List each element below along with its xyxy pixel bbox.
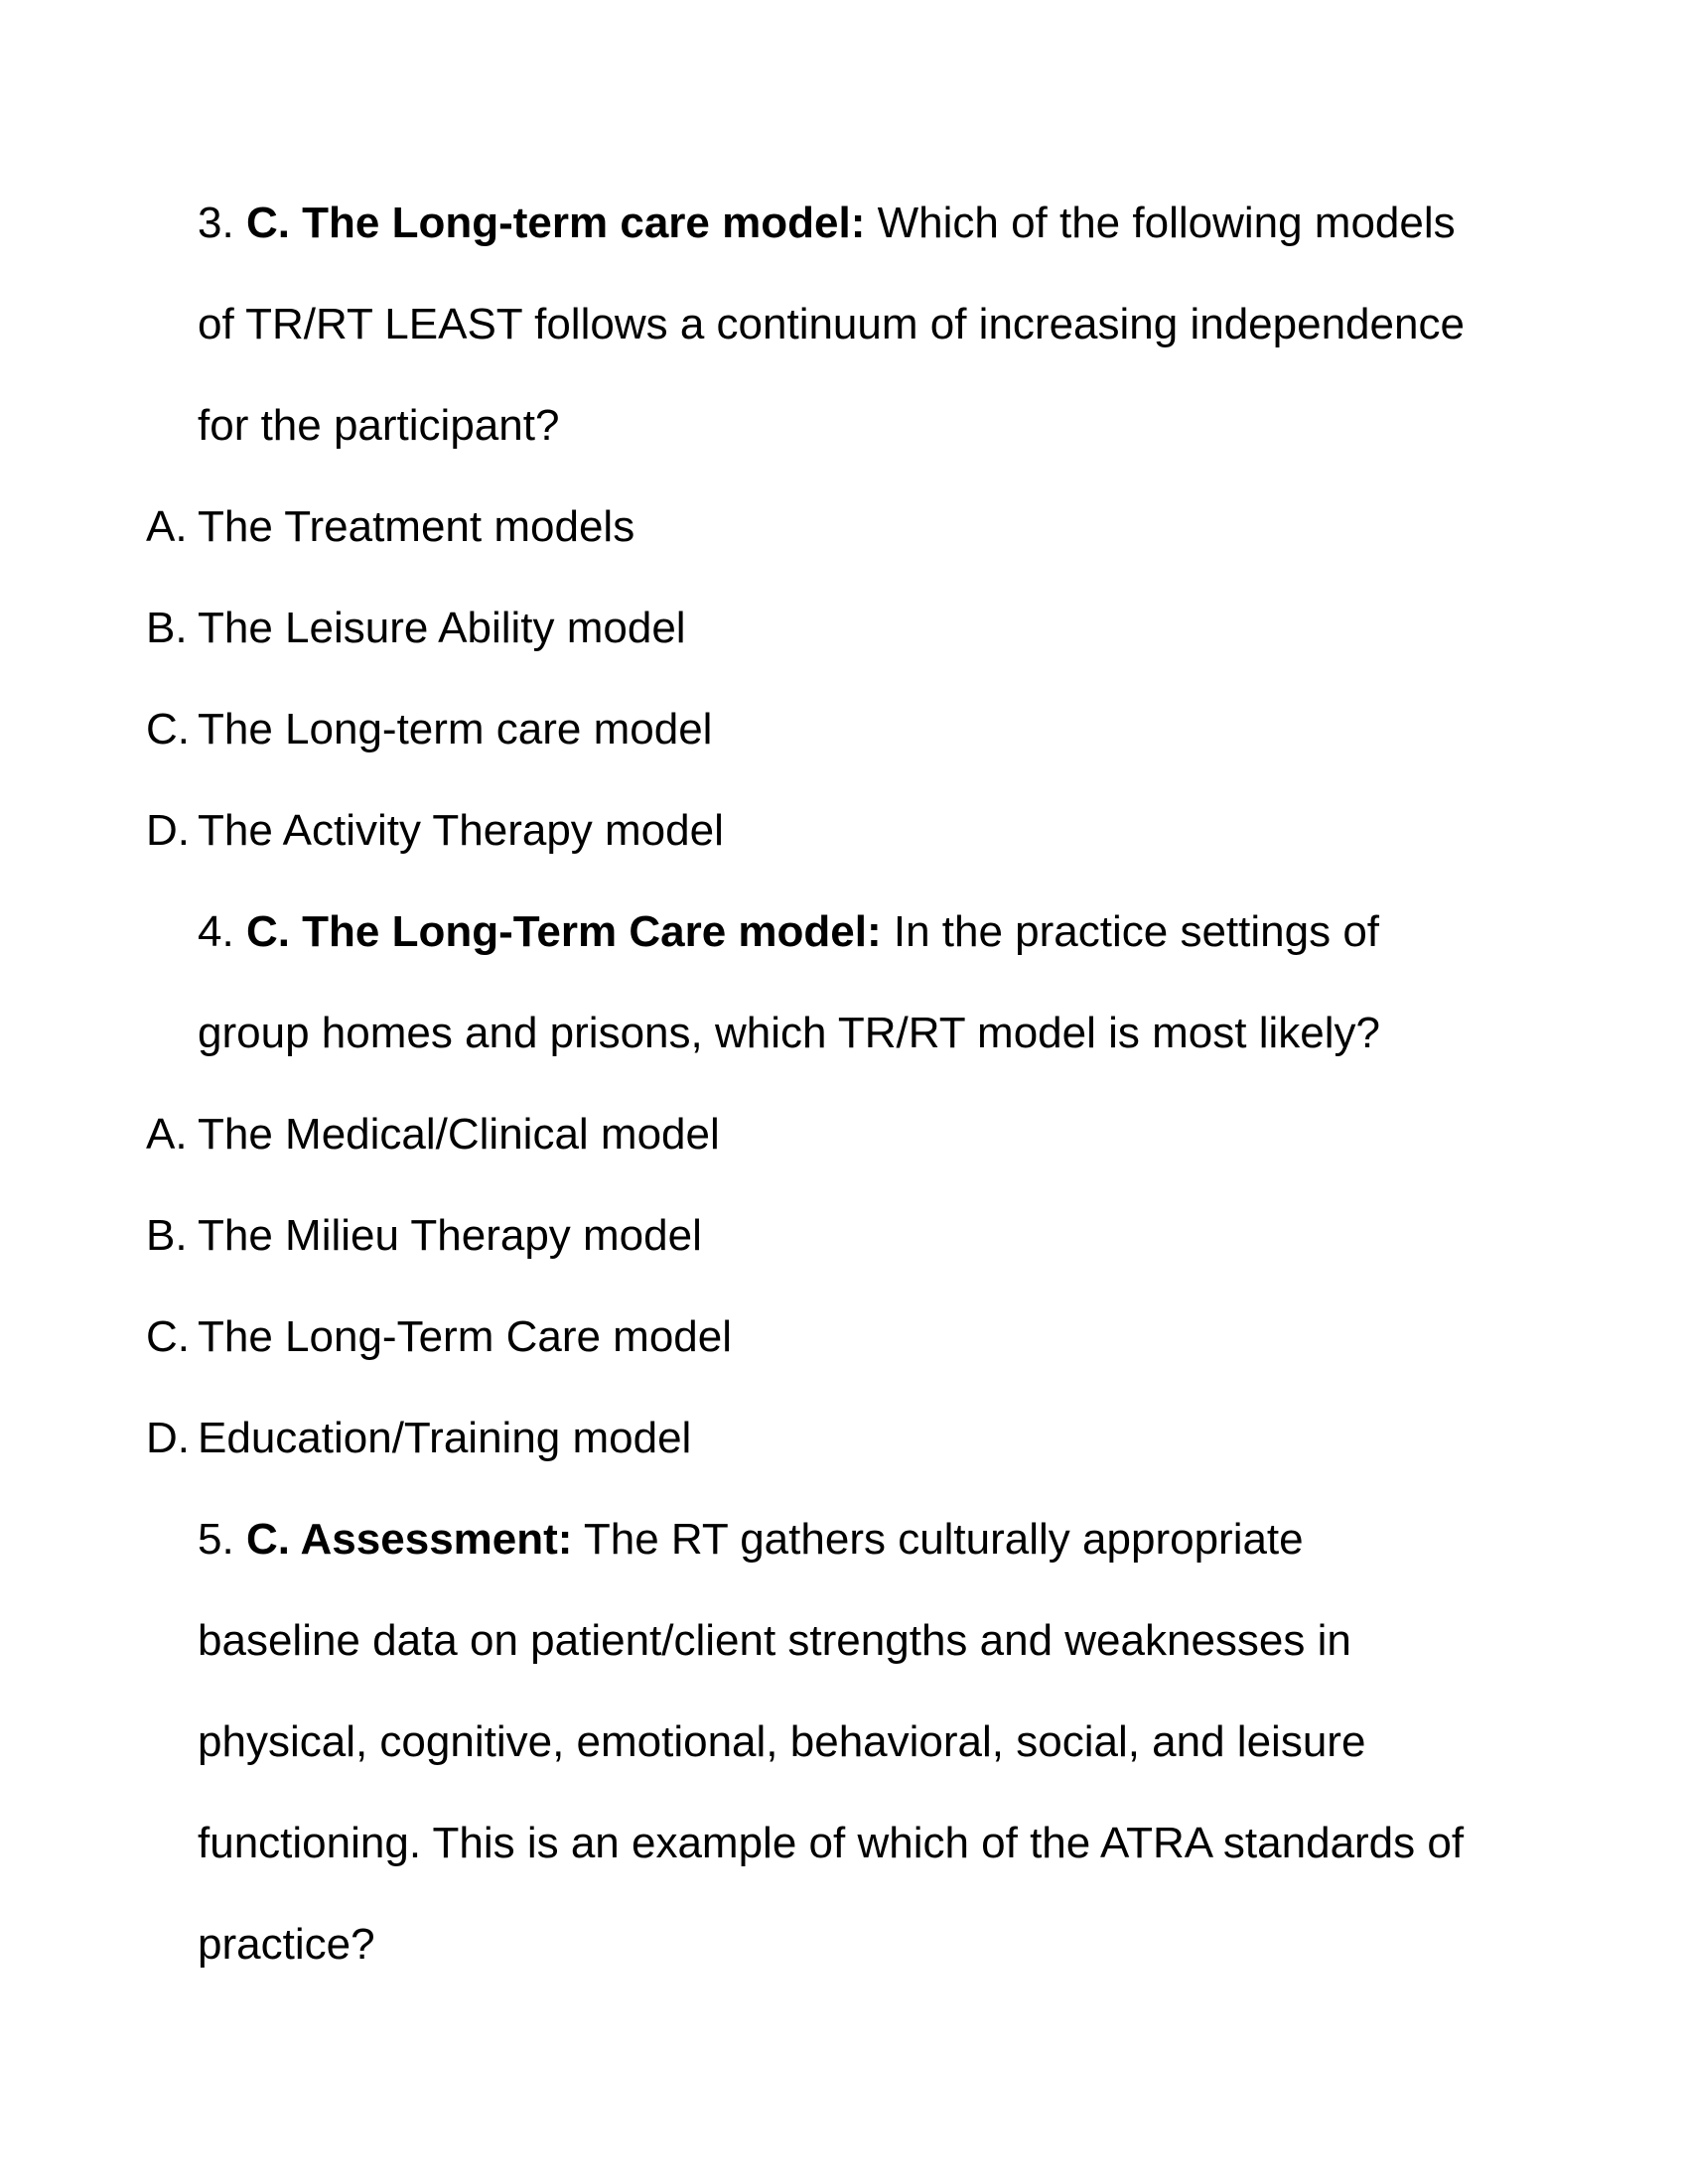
option-letter: B. — [146, 604, 188, 652]
option-text: The Long-term care model — [198, 705, 713, 753]
option-text: Education/Training model — [198, 1414, 692, 1462]
question-5-stem-1: The RT gathers culturally appropriate — [583, 1515, 1304, 1564]
question-5-stem-2: baseline data on patient/client strengths and weaknesses in — [198, 1616, 1351, 1665]
question-3-answer: C. The Long-term care model: — [245, 199, 866, 247]
question-5-number: 5. — [198, 1515, 234, 1564]
option-text: The Activity Therapy model — [198, 806, 724, 855]
option-letter: D. — [146, 1414, 190, 1462]
question-5-stem-3: physical, cognitive, emotional, behavioral, social, and leisure — [198, 1717, 1366, 1766]
question-4-answer: C. The Long-Term Care model: — [245, 907, 882, 956]
question-3-option-d — [146, 801, 724, 861]
question-5-stem-5: practice? — [198, 1920, 375, 1969]
question-3-stem-2: of TR/RT LEAST follows a continuum of increasing independence — [198, 300, 1465, 348]
question-4-stem-1: In the practice settings of — [893, 907, 1380, 956]
question-5-answer: C. Assessment: — [245, 1515, 573, 1564]
question-4-option-b — [146, 1206, 702, 1266]
option-text: The Leisure Ability model — [198, 604, 686, 652]
question-3-option-b — [146, 599, 686, 658]
option-letter: D. — [146, 806, 190, 855]
question-3-stem-3: for the participant? — [198, 401, 560, 450]
question-5-line-1 — [198, 1510, 1304, 1570]
question-5-stem-4: functioning. This is an example of which of the ATRA standards of — [198, 1819, 1465, 1867]
option-letter: C. — [146, 1312, 190, 1361]
option-letter: A. — [146, 502, 188, 551]
option-text: The Long-Term Care model — [198, 1312, 733, 1361]
question-3-line-1 — [198, 194, 1456, 253]
question-4-option-a — [146, 1105, 720, 1164]
option-text: The Milieu Therapy model — [198, 1211, 702, 1260]
question-4-line-1 — [198, 902, 1379, 962]
option-letter: C. — [146, 705, 190, 753]
question-3-option-c — [146, 700, 712, 759]
question-3-number: 3. — [198, 199, 234, 247]
question-3-option-a — [146, 497, 634, 557]
option-letter: A. — [146, 1110, 188, 1159]
question-4-stem-2: group homes and prisons, which TR/RT model is most likely? — [198, 1009, 1380, 1057]
question-4-number: 4. — [198, 907, 234, 956]
option-text: The Treatment models — [198, 502, 635, 551]
option-letter: B. — [146, 1211, 188, 1260]
question-3-stem-1: Which of the following models — [877, 199, 1456, 247]
option-text: The Medical/Clinical model — [198, 1110, 720, 1159]
question-4-option-d — [146, 1409, 691, 1468]
question-4-option-c — [146, 1307, 732, 1367]
